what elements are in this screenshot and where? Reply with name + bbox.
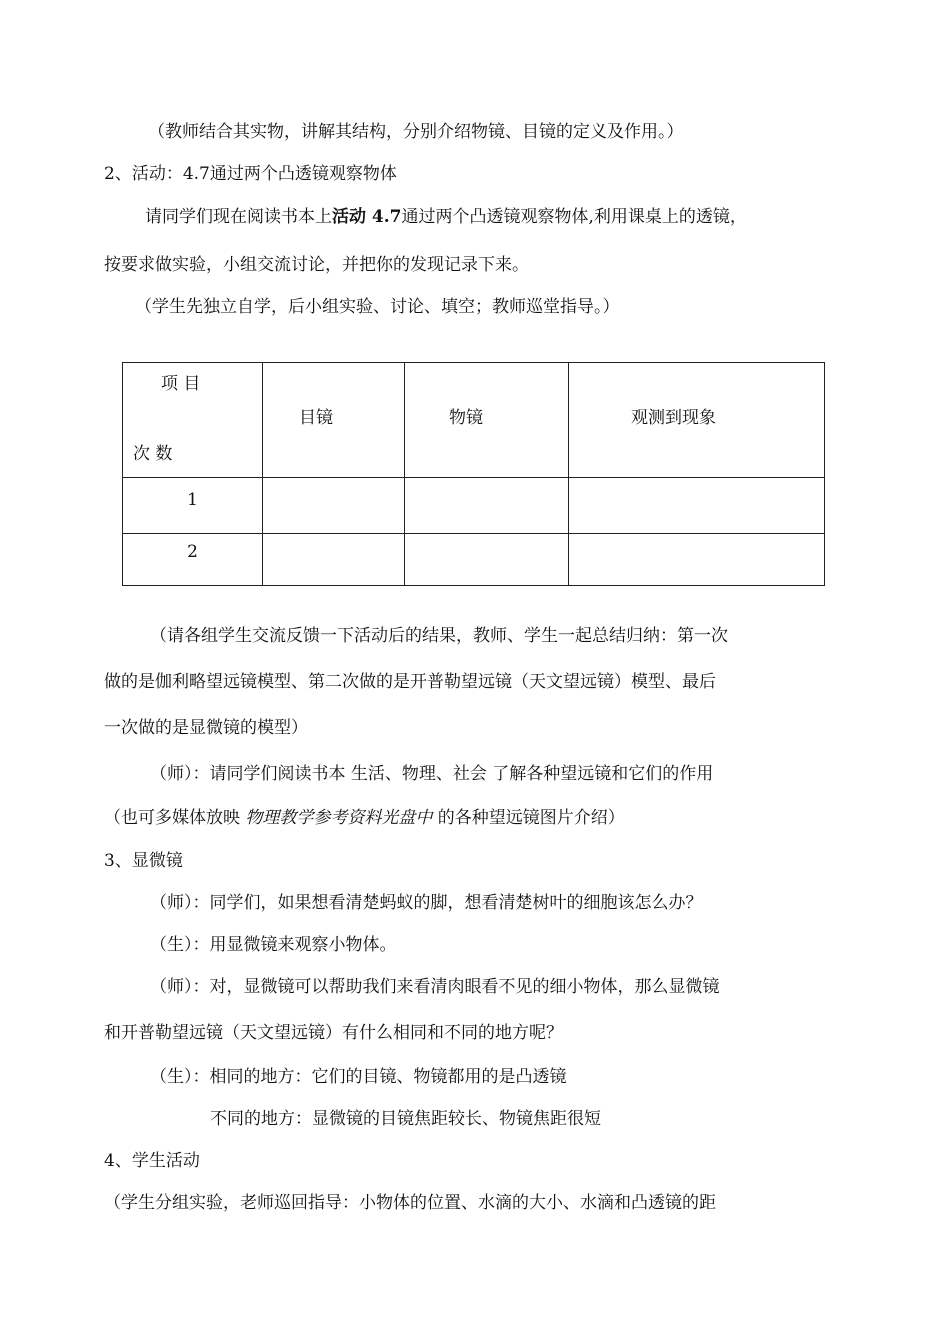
table-header-eyepiece xyxy=(263,363,405,478)
table-cell-empty xyxy=(569,534,825,586)
table-header-row xyxy=(123,363,825,478)
table-header-observation xyxy=(569,363,825,478)
paragraph-teacher-intro: （教师结合其实物，讲解其结构，分别介绍物镜、目镜的定义及作用。） xyxy=(148,122,684,142)
dialogue-student-difference: 不同的地方：显微镜的目镜焦距较长、物镜焦距很短 xyxy=(210,1109,601,1129)
table-cell-empty xyxy=(263,534,405,586)
reference-disc-title: 物理教学参考资料光盘中 xyxy=(245,808,433,828)
header-observation-label: 观测到现象 xyxy=(631,408,716,428)
dialogue-teacher-question: （师）：同学们，如果想看清楚蚂蚁的脚，想看清楚树叶的细胞该怎么办？ xyxy=(150,893,703,913)
header-item-label: 项 目 xyxy=(161,374,201,394)
dialogue-student-answer: （生）：用显微镜来观察小物体。 xyxy=(150,935,397,955)
dialogue-teacher-explain: （师）：对，显微镜可以帮助我们来看清肉眼看不见的细小物体，那么显微镜 xyxy=(150,977,720,997)
header-objective-label: 物镜 xyxy=(449,408,483,428)
table-header-diagonal-cell xyxy=(123,363,263,478)
paragraph-summary-cont-1: 做的是伽利略望远镜模型、第二次做的是开普勒望远镜（天文望远镜）模型、最后 xyxy=(104,672,716,692)
dialogue-teacher-explain-cont: 和开普勒望远镜（天文望远镜）有什么相同和不同的地方呢？ xyxy=(104,1023,563,1043)
text-segment: 通过两个凸透镜观察物体,利用课桌上的透镜， xyxy=(401,207,747,227)
paragraph-group-experiment: （学生分组实验，老师巡回指导：小物体的位置、水滴的大小、水滴和凸透镜的距 xyxy=(104,1193,716,1213)
table-cell-empty xyxy=(569,478,825,534)
text-segment: 请同学们现在阅读书本上 xyxy=(145,207,332,227)
paragraph-reading-instruction-cont: 按要求做实验，小组交流讨论，并把你的发现记录下来。 xyxy=(104,255,529,275)
table-cell-empty xyxy=(405,478,569,534)
section-heading-microscope: 3、显微镜 xyxy=(104,851,183,871)
section-heading-activity: 2、活动：4.7通过两个凸透镜观察物体 xyxy=(104,164,397,184)
paragraph-student-self-study: （学生先独立自学，后小组实验、讨论、填空；教师巡堂指导。） xyxy=(135,297,620,317)
table-cell-empty xyxy=(405,534,569,586)
text-segment: 的各种望远镜图片介绍） xyxy=(432,808,625,828)
dialogue-student-similarity: （生）：相同的地方：它们的目镜、物镜都用的是凸透镜 xyxy=(150,1067,567,1087)
activity-label: 活动 4.7 xyxy=(332,207,402,227)
observation-table xyxy=(122,362,825,586)
paragraph-summary-cont-2: 一次做的是显微镜的模型） xyxy=(104,718,308,738)
paragraph-reading-instruction xyxy=(145,205,747,229)
header-count-label: 次 数 xyxy=(133,444,173,464)
table-header-objective xyxy=(405,363,569,478)
table-cell-count xyxy=(123,534,263,586)
header-eyepiece-label: 目镜 xyxy=(299,408,333,428)
row-number: 1 xyxy=(187,490,198,510)
table-cell-empty xyxy=(263,478,405,534)
paragraph-summary: （请各组学生交流反馈一下活动后的结果，教师、学生一起总结归纳：第一次 xyxy=(150,626,728,646)
row-number: 2 xyxy=(187,542,198,562)
table-row xyxy=(123,478,825,534)
paragraph-multimedia xyxy=(104,806,625,830)
text-segment: （也可多媒体放映 xyxy=(104,808,246,828)
section-heading-student-activity: 4、学生活动 xyxy=(104,1151,200,1171)
table-row xyxy=(123,534,825,586)
paragraph-teacher-reading: （师）：请同学们阅读书本 生活、物理、社会 了解各种望远镜和它们的作用 xyxy=(150,764,714,784)
table-cell-count xyxy=(123,478,263,534)
